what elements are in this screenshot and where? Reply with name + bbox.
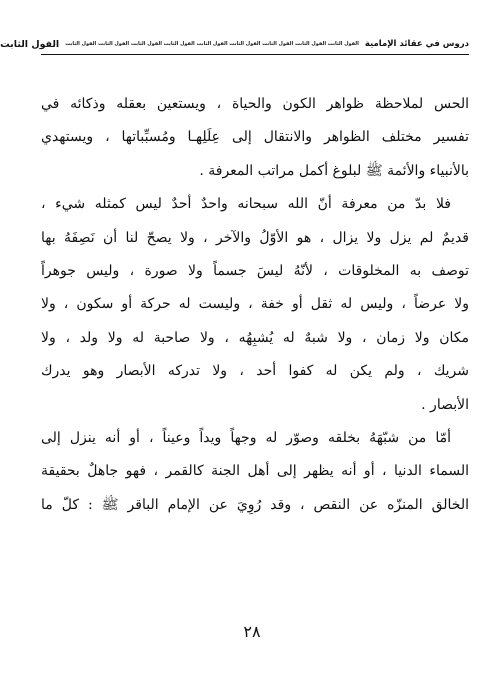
- header-running-text: الفول الثابت الفول الثابت الفول الثابت الفول الثابت الفول الثابت الفول الثابت الفول الثابت الفول الثابت الفول الثابت: [65, 41, 359, 47]
- text-line: السماء الدنيا ، أو أنه يظهر إلى أهل الجنة كالقمر ، فهو جاهلٌ بحقيقة: [41, 463, 469, 480]
- text-line: فلا بدّ من معرفة أنّ الله سبحانه واحدٌ أحدٌ ليس كمثله شيء ،: [41, 196, 451, 213]
- text-line: توصف به المخلوقات ، لأنّهُ ليسَ جسماً ولا صورة ، وليس جوهراً: [41, 262, 469, 279]
- body-text: [41, 88, 469, 522]
- text-line: ولا عرضاً ، وليس له ثقل أو خفة ، وليست له حركة أو سكون ، ولا: [41, 296, 469, 313]
- header-chapter-title: الفول الثابت: [0, 38, 60, 50]
- text-line: قديمٌ لم يزل ولا يزال ، هو الأوّلُ والآخر ، ولا يصحّ لنا أن نَصِفَهُ بها: [41, 229, 469, 246]
- text-line: شريك ، ولم يكن له كفوا أحد ، ولا تدركه الأبصار وهو يدرك: [41, 363, 469, 380]
- text-line: بالأنبياء والأئمة ﷺ لبلوغ أكمل مراتب المعرفة .: [199, 162, 469, 179]
- text-line: الخالق المنزّه عن النقص ، وقد رُوِيَ عن الإمام الباقر ﷺ : كلّ ما: [41, 496, 469, 513]
- page-number: ٢٨: [243, 622, 261, 641]
- text-line: الحس لملاحظة ظواهر الكون والحياة ، ويستعين بعقله وذكائه في: [41, 96, 469, 112]
- text-line: مكان ولا زمان ، ولا شبهٌ له يُشبِهُه ، ولا صاحبة له ولا ولد ، ولا: [41, 329, 469, 346]
- header-book-title: دروس في عقائد الإمامية: [364, 39, 469, 49]
- text-line: أمّا من شبّهَهُ بخلقه وصوّر له وجهاً ويداً وعيناً ، أو أنه ينزل إلى: [41, 429, 451, 446]
- running-header: [0, 36, 469, 52]
- text-line: الأبصار .: [421, 396, 469, 413]
- header-divider: [41, 54, 469, 55]
- text-line: تفسير مختلف الظواهر والانتقال إلى عِلَلِهـا ومُسبِّباتها ، ويستهدي: [41, 129, 469, 146]
